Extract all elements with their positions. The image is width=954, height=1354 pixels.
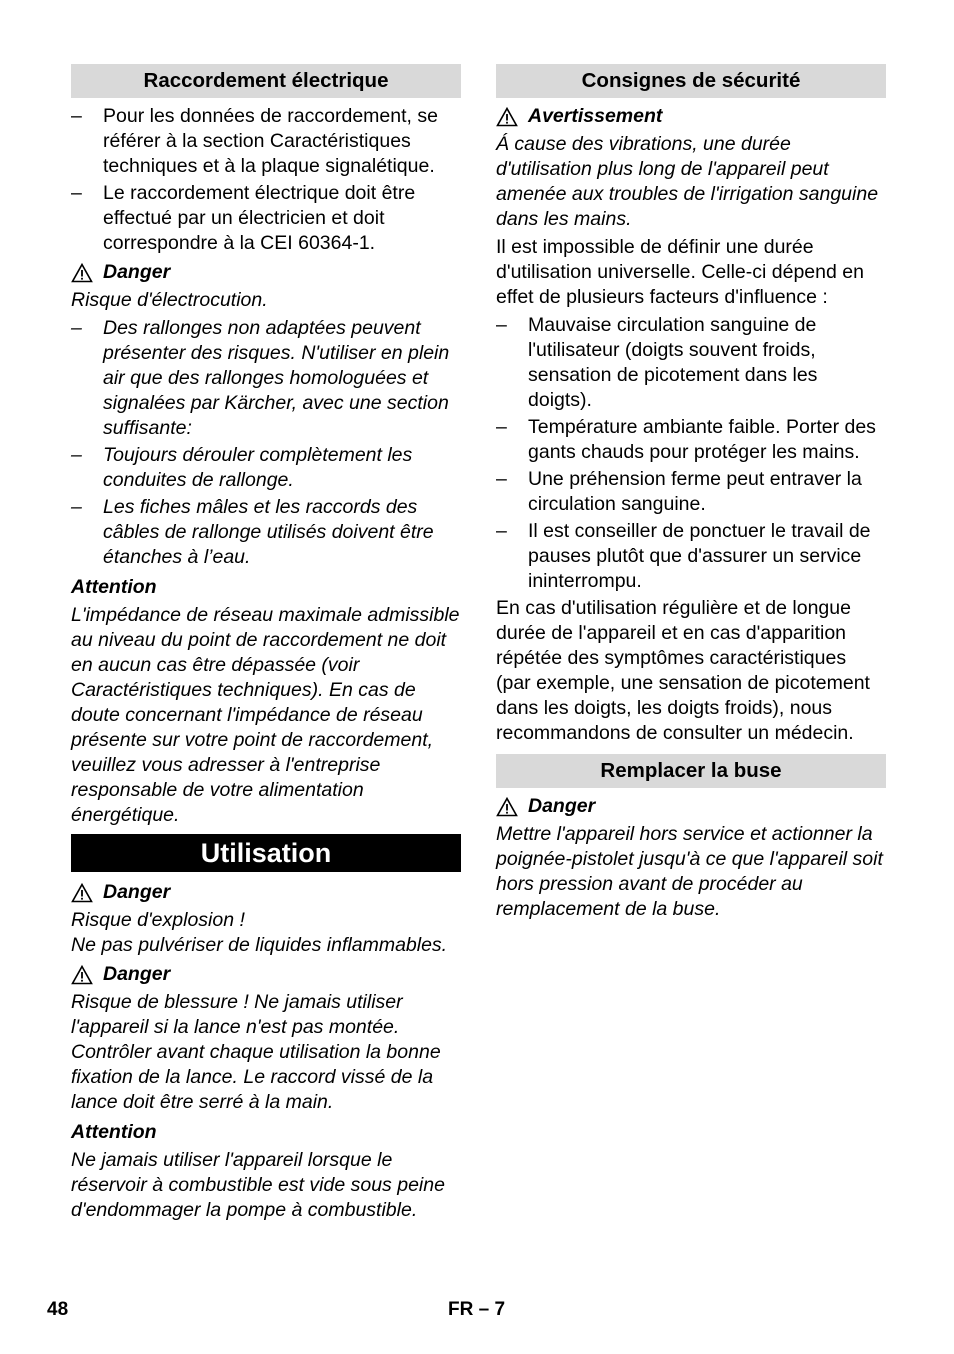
attention-label: Attention bbox=[71, 576, 157, 598]
warning-triangle-icon bbox=[71, 263, 93, 283]
right-column bbox=[496, 64, 886, 925]
paragraph: En cas d'utilisation régulière et de longue durée de l'appareil et en cas d'apparition répétée des symptômes caractéristiques (par exemple, une sensation de picotement dans les doigts, les doigts froids), nous recommandons de consulter un médecin. bbox=[496, 597, 870, 744]
warning-text: Á cause des vibrations, une durée d'utilisation plus long de l'appareil peut amenée aux troubles de l'irrigation sanguine dans les mains. bbox=[496, 133, 879, 230]
list-item: – Une préhension ferme peut entraver la circulation sanguine. bbox=[496, 467, 886, 517]
list-item: – Les fiches mâles et les raccords des câbles de rallonge utilisés doivent être étanches à l’eau. bbox=[71, 495, 461, 570]
danger-text: Ne pas pulvériser de liquides inflammables. bbox=[71, 934, 448, 956]
danger-notice bbox=[496, 794, 886, 819]
raccordement-list bbox=[71, 104, 461, 256]
warning-triangle-icon bbox=[71, 965, 93, 985]
danger-text: Mettre l'appareil hors service et actionner la poignée-pistolet jusqu'à ce que l'appareil soit hors pression avant de procéder au remplacement de la buse. bbox=[496, 823, 883, 920]
attention-label: Attention bbox=[71, 1121, 157, 1143]
list-item: – Le raccordement électrique doit être effectué par un électricien et doit correspondre à la CEI 60364-1. bbox=[71, 181, 461, 256]
language-page-marker: FR – 7 bbox=[448, 1299, 506, 1320]
warning-label: Avertissement bbox=[528, 105, 663, 127]
list-item: – Des rallonges non adaptées peuvent présenter des risques. N'utiliser en plein air que des rallonges homologuées et signalées par Kärcher, avec une section suffisante: bbox=[71, 316, 461, 441]
left-column bbox=[71, 64, 461, 1226]
danger-label: Danger bbox=[103, 881, 171, 903]
section-heading-raccordement: Raccordement électrique bbox=[71, 64, 461, 98]
list-item: – Toujours dérouler complètement les conduites de rallonge. bbox=[71, 443, 461, 493]
attention-text: L'impédance de réseau maximale admissible au niveau du point de raccordement ne doit en aucun cas être dépassée (voir Caractéristiques techniques). En cas de doute concernant l'impédance de réseau présente sur votre point de raccordement, veuillez vous adresser à l'entreprise responsable de votre alimentation énergétique. bbox=[71, 604, 460, 826]
paragraph: Il est impossible de définir une durée d'utilisation universelle. Celle-ci dépend en effet de plusieurs facteurs d'influence : bbox=[496, 236, 864, 308]
danger-text: Risque d'explosion ! bbox=[71, 909, 245, 931]
danger-notice bbox=[71, 880, 461, 905]
danger-label: Danger bbox=[528, 795, 596, 817]
danger-notice bbox=[71, 260, 461, 285]
section-heading-consignes: Consignes de sécurité bbox=[496, 64, 886, 98]
danger-label: Danger bbox=[103, 261, 171, 283]
factors-list bbox=[496, 313, 886, 594]
list-item: – Il est conseiller de ponctuer le travail de pauses plutôt que d'assurer un service ininterrompu. bbox=[496, 519, 886, 594]
danger-list bbox=[71, 316, 461, 570]
danger-text: Risque de blessure ! Ne jamais utiliser l'appareil si la lance n'est pas montée. Contrôler avant chaque utilisation la bonne fixation de la lance. Le raccord vissé de la lance doit être serré à la main. bbox=[71, 991, 441, 1113]
warning-triangle-icon bbox=[71, 883, 93, 903]
section-heading-buse: Remplacer la buse bbox=[496, 754, 886, 788]
danger-label: Danger bbox=[103, 963, 171, 985]
list-item: – Mauvaise circulation sanguine de l'utilisateur (doigts souvent froids, sensation de picotement dans les doigts). bbox=[496, 313, 886, 413]
warning-triangle-icon bbox=[496, 107, 518, 127]
list-item: – Pour les données de raccordement, se référer à la section Caractéristiques techniques et à la plaque signalétique. bbox=[71, 104, 461, 179]
list-item: – Température ambiante faible. Porter des gants chauds pour protéger les mains. bbox=[496, 415, 886, 465]
warning-notice bbox=[496, 104, 886, 129]
attention-text: Ne jamais utiliser l'appareil lorsque le réservoir à combustible est vide sous peine d'endommager la pompe à combustible. bbox=[71, 1149, 445, 1221]
warning-triangle-icon bbox=[496, 797, 518, 817]
danger-notice bbox=[71, 962, 461, 987]
chapter-heading-utilisation: Utilisation bbox=[71, 834, 461, 872]
page-number: 48 bbox=[47, 1299, 69, 1320]
danger-text: Risque d'électrocution. bbox=[71, 289, 268, 311]
